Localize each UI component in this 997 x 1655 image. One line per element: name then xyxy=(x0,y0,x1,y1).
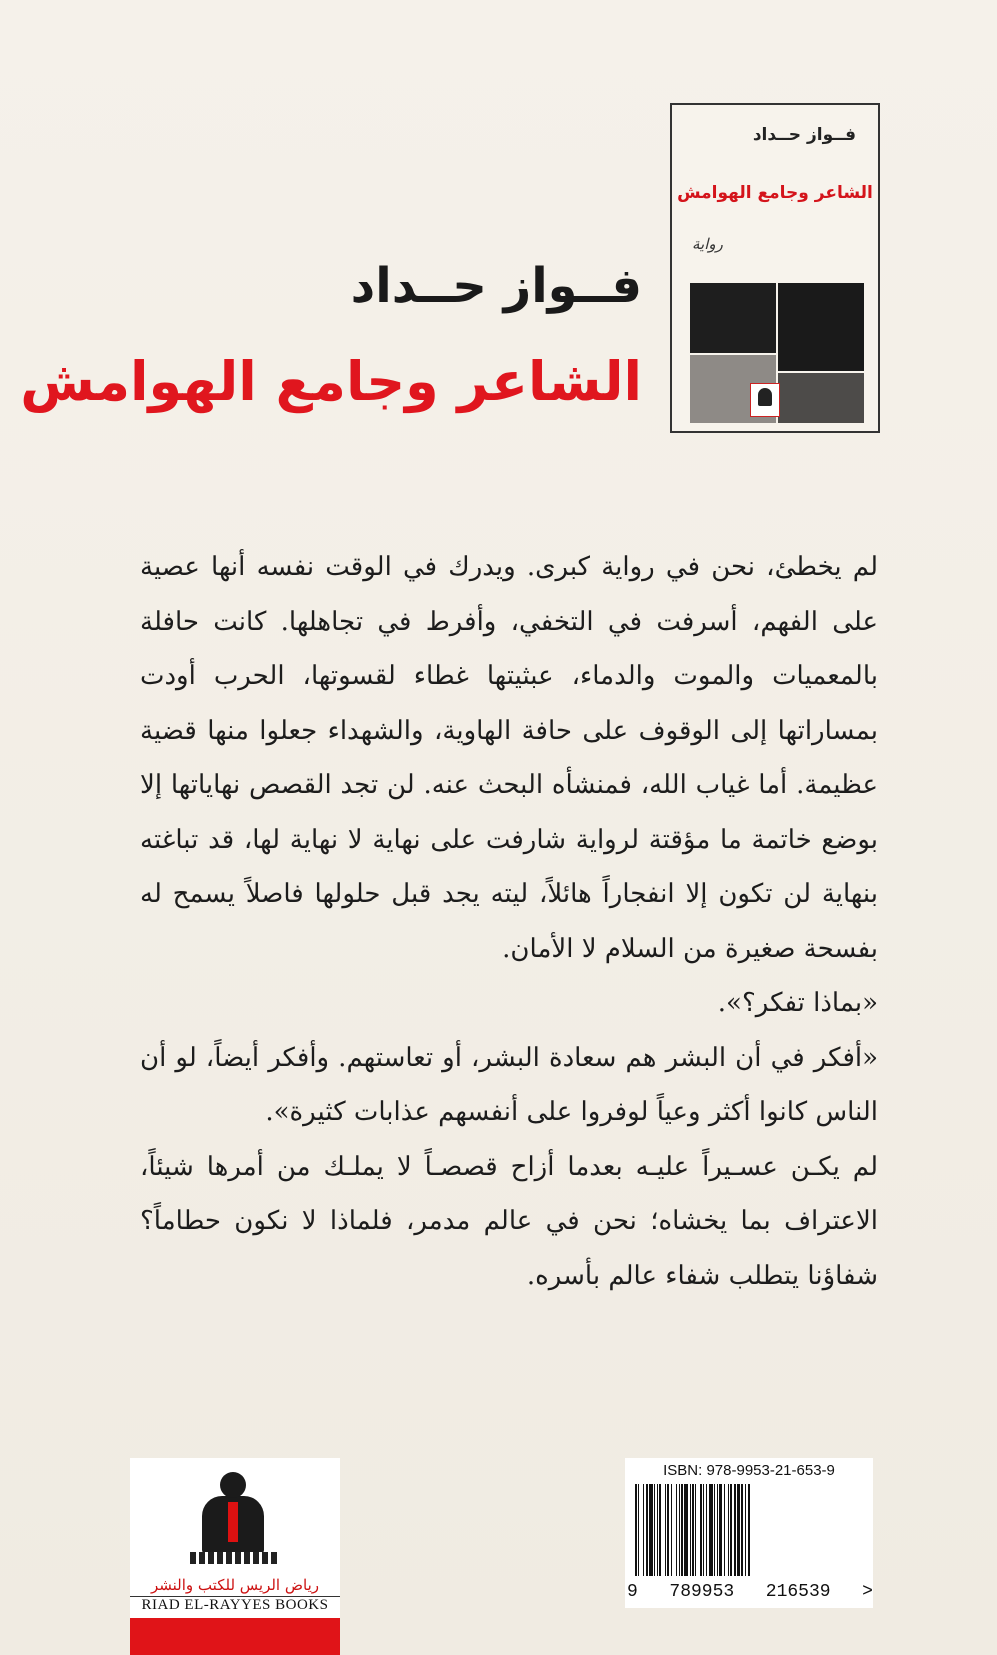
blurb-paragraph: لم يكـن عسـيراً عليـه بعدما أزاح قصصـاً لا يملـك من أمرها شيئاً، الاعتراف بما يخشاه؛ نحن في عالم مدمر، فلماذا لا نكون حطاماً؟ شفاؤنا يتطلب شفاء عالم بأسره. xyxy=(140,1151,878,1291)
barcode-stripe xyxy=(750,1484,751,1576)
barcode-bars xyxy=(635,1484,861,1582)
publisher-name-latin: RIAD EL-RAYYES BOOKS xyxy=(130,1596,340,1614)
blurb-paragraph: «أفكر في أن البشر هم سعادة البشر، أو تعاستهم. وأفكر أيضاً، لو أن الناس كانوا أكثر وعياً لوفروا على أنفسهم عذابات كثيرة». xyxy=(140,1042,878,1127)
thumbnail-title: الشاعر وجامع الهوامش xyxy=(677,183,873,203)
barcode-digit-group: 789953 xyxy=(669,1582,735,1602)
blurb-paragraph: «بماذا تفكر؟». xyxy=(717,988,878,1018)
author-name: فــواز حــداد xyxy=(350,258,642,314)
publisher-red-band xyxy=(130,1618,340,1655)
barcode-digit-group: 9 xyxy=(627,1582,638,1602)
blurb-paragraph: لم يخطئ، نحن في رواية كبرى. ويدرك في الوقت نفسه أنها عصية على الفهم، أسرفت في التخفي، وأفرط في تجاهلها. كانت حافلة بالمعميات والموت والدماء، عبثيتها غطاء لقسوتها، الحرب أودت بمساراتها إلى الوقوف على حافة الهاوية، والشهداء جعلوا منها قضية عظيمة. أما غياب الله، فمنشأه البحث عنه. لن تجد القصص نهاياتها إلا بوضع خاتمة ما مؤقتة لرواية شارفت على نهاية لا نهاية لها، قد تباغته بنهاية لن تكون إلا انفجاراً هائلاً، ليته يجد قبل حلولها فاصلاً يسمح له بفسحة صغيرة من السلام لا الأمان. xyxy=(140,552,878,964)
thumbnail-author: فــواز حــداد xyxy=(752,125,856,145)
cover-thumbnail xyxy=(670,103,880,433)
isbn-text: ISBN: 978-9953-21-653-9 xyxy=(663,1462,835,1479)
blurb-text xyxy=(140,540,878,1303)
publisher-logo xyxy=(130,1458,340,1618)
barcode-digits xyxy=(627,1582,873,1602)
thumbnail-publisher-logo xyxy=(750,383,780,417)
publisher-figure-icon xyxy=(190,1468,280,1568)
barcode-digit-group: > xyxy=(862,1582,873,1602)
thumbnail-genre: رواية xyxy=(692,235,723,253)
publisher-name-arabic: رياض الريس للكتب والنشر xyxy=(151,1576,319,1594)
barcode-digit-group: 216539 xyxy=(765,1582,831,1602)
barcode xyxy=(625,1458,873,1608)
book-title: الشاعر وجامع الهوامش xyxy=(20,350,642,413)
